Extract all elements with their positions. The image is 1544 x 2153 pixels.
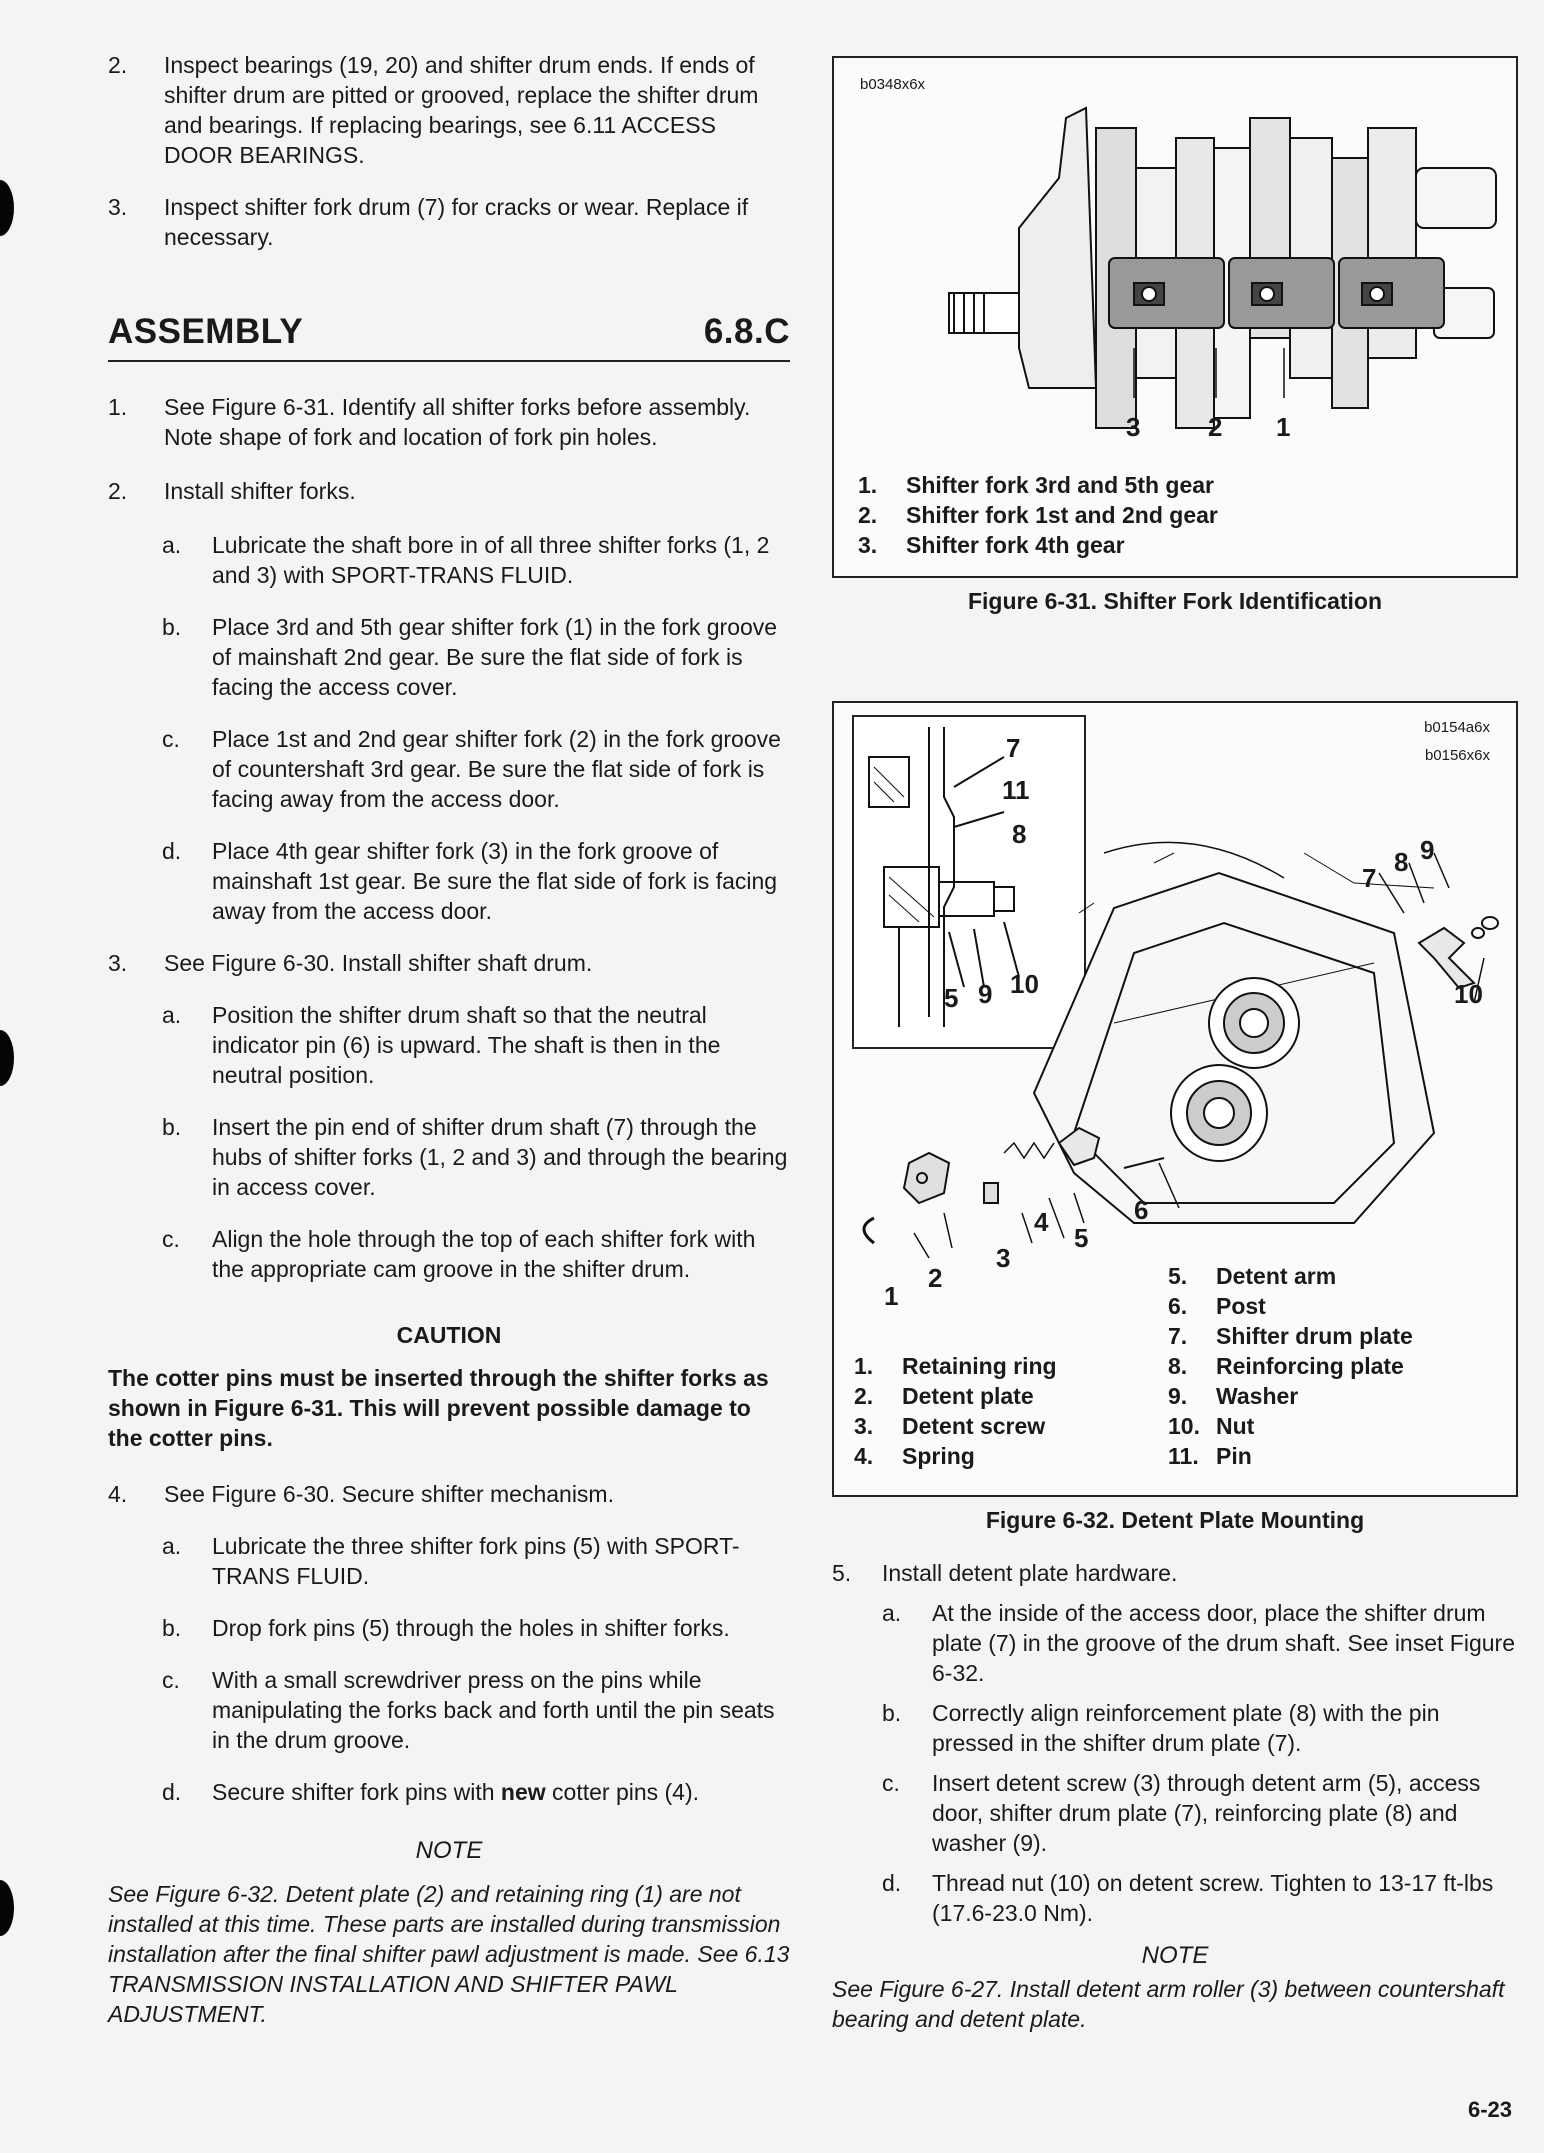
substep-text: Insert the pin end of shifter drum shaft (7) through the hubs of shifter forks (1, 2 and 3) and through the bearing in access cover. bbox=[212, 1114, 788, 1200]
substep-letter: a. bbox=[162, 1533, 182, 1559]
legend-item: 1. Shifter fork 3rd and 5th gear bbox=[858, 472, 1215, 498]
detent-step-5c bbox=[832, 1768, 1518, 1858]
legend-item: 4. Spring bbox=[854, 1443, 975, 1469]
legend-item: 6. Post bbox=[1168, 1293, 1266, 1319]
callout-7: 7 bbox=[1362, 863, 1377, 893]
right-column bbox=[832, 56, 1518, 2034]
assembly-step-1 bbox=[108, 392, 790, 452]
assembly-step-4c bbox=[108, 1665, 790, 1755]
substep-text: Lubricate the three shifter fork pins (5) with SPORT-TRANS FLUID. bbox=[212, 1533, 740, 1589]
assembly-step-3b bbox=[108, 1112, 790, 1202]
assembly-step-4a bbox=[108, 1531, 790, 1591]
inset-callout-9: 9 bbox=[978, 979, 993, 1009]
substep-text: Place 4th gear shifter fork (3) in the fork groove of mainshaft 1st gear. Be sure the flat side of fork is facing away from the access door. bbox=[212, 838, 778, 924]
substep-text: Insert detent screw (3) through detent arm (5), access door, shifter drum plate (7), reinforcing plate (8) and washer (9). bbox=[932, 1770, 1481, 1856]
left-column bbox=[108, 50, 790, 2029]
assembly-step-4b bbox=[108, 1613, 790, 1643]
assembly-step-4 bbox=[108, 1479, 790, 1509]
figure-6-31 bbox=[832, 56, 1518, 578]
step-number: 4. bbox=[108, 1481, 128, 1507]
substep-text: At the inside of the access door, place the shifter drum plate (7) in the groove of the drum shaft. See inset Figure 6-32. bbox=[932, 1600, 1515, 1686]
inset-callout-11: 11 bbox=[1002, 775, 1030, 805]
assembly-step-3 bbox=[108, 948, 790, 978]
substep-text: Lubricate the shaft bore in of all three shifter forks (1, 2 and 3) with SPORT-TRANS FLUID. bbox=[212, 532, 770, 588]
substep-letter: a. bbox=[882, 1600, 902, 1626]
inspection-step-2 bbox=[108, 50, 790, 170]
note-text: See Figure 6-32. Detent plate (2) and retaining ring (1) are not installed at this time. These parts are installed during transmission installation after the final shifter pawl adjustment is made. See 6.13 TRANSMISSION INSTALLATION AND SHIFTER PAWL ADJUSTMENT. bbox=[108, 1881, 790, 2027]
legend-item: 1. Retaining ring bbox=[854, 1353, 1057, 1379]
caution-title: CAUTION bbox=[396, 1322, 502, 1348]
figure-code: b0156x6x bbox=[1424, 747, 1490, 764]
detent-step-5b bbox=[832, 1698, 1518, 1758]
punch-hole bbox=[0, 180, 14, 236]
section-title: ASSEMBLY bbox=[108, 312, 304, 351]
substep-letter: d. bbox=[162, 1779, 182, 1805]
substep-text: With a small screwdriver press on the pins while manipulating the forks back and forth until the pin seats in the drum groove. bbox=[212, 1667, 775, 1753]
detent-plate-exploded-view bbox=[834, 703, 1516, 1263]
legend-item: 7. Shifter drum plate bbox=[1168, 1323, 1413, 1349]
substep-letter: d. bbox=[162, 838, 182, 864]
step-number: 2. bbox=[108, 52, 128, 78]
inset-callout-7: 7 bbox=[1006, 733, 1021, 763]
substep-text: Correctly align reinforcement plate (8) with the pin pressed in the shifter drum plate (7). bbox=[932, 1700, 1440, 1756]
callout-9: 9 bbox=[1420, 835, 1435, 865]
substep-letter: b. bbox=[162, 614, 182, 640]
substep-letter: b. bbox=[162, 1615, 182, 1641]
page-number: 6-23 bbox=[1467, 2097, 1512, 2122]
legend-item: 3. Shifter fork 4th gear bbox=[858, 532, 1125, 558]
callout-4: 4 bbox=[1034, 1207, 1049, 1237]
step-number: 1. bbox=[108, 394, 128, 420]
callout-5: 5 bbox=[1074, 1223, 1089, 1253]
figure-code: b0154a6x bbox=[1424, 719, 1490, 736]
callout-2: 2 bbox=[1208, 412, 1223, 442]
substep-text: Place 3rd and 5th gear shifter fork (1) in the fork groove of mainshaft 2nd gear. Be sure the flat side of fork is facing the access cover. bbox=[212, 614, 778, 700]
step-text: Inspect bearings (19, 20) and shifter drum ends. If ends of shifter drum are pitted or grooved, replace the shifter drum and bearings. If replacing bearings, see 6.11 ACCESS DOOR BEARINGS. bbox=[164, 52, 759, 168]
figure-6-32 bbox=[832, 701, 1518, 1497]
figure-6-32-caption: Figure 6-32. Detent Plate Mounting bbox=[985, 1507, 1365, 1533]
note-title: NOTE bbox=[1141, 1942, 1209, 1969]
punch-hole bbox=[0, 1880, 14, 1936]
substep-letter: c. bbox=[162, 1667, 180, 1693]
step-text: Inspect shifter fork drum (7) for cracks or wear. Replace if necessary. bbox=[164, 194, 749, 250]
substep-letter: d. bbox=[882, 1870, 902, 1896]
inset-callout-8: 8 bbox=[1012, 819, 1027, 849]
step-text: See Figure 6-30. Secure shifter mechanism. bbox=[164, 1481, 614, 1507]
legend-item: 2. Shifter fork 1st and 2nd gear bbox=[858, 502, 1218, 528]
substep-text: Place 1st and 2nd gear shifter fork (2) in the fork groove of countershaft 3rd gear. Be sure the flat side of fork is facing away from the access door. bbox=[212, 726, 781, 812]
figure-6-31-caption: Figure 6-31. Shifter Fork Identification bbox=[967, 588, 1383, 614]
detent-step-5a bbox=[832, 1598, 1518, 1688]
callout-10: 10 bbox=[1454, 979, 1483, 1009]
transmission-gear-illustration bbox=[834, 58, 1516, 478]
inset-callout-10: 10 bbox=[1010, 969, 1039, 999]
substep-letter: c. bbox=[882, 1770, 900, 1796]
substep-letter: b. bbox=[882, 1700, 902, 1726]
assembly-step-4d bbox=[108, 1777, 790, 1807]
step-text: See Figure 6-31. Identify all shifter forks before assembly. Note shape of fork and location of fork pin holes. bbox=[164, 394, 751, 450]
step-text: Install shifter forks. bbox=[164, 478, 356, 504]
legend-item: 3. Detent screw bbox=[854, 1413, 1046, 1439]
substep-letter: c. bbox=[162, 1226, 180, 1252]
callout-6: 6 bbox=[1134, 1195, 1149, 1225]
substep-letter: a. bbox=[162, 1002, 182, 1028]
callout-1: 1 bbox=[884, 1281, 899, 1311]
substep-letter: c. bbox=[162, 726, 180, 752]
punch-hole bbox=[0, 1030, 14, 1086]
note-text: See Figure 6-27. Install detent arm roller (3) between countershaft bearing and detent plate. bbox=[832, 1976, 1505, 2032]
substep-text-end: cotter pins (4). bbox=[545, 1779, 700, 1805]
legend-item: 2. Detent plate bbox=[854, 1383, 1034, 1409]
callout-3: 3 bbox=[996, 1243, 1011, 1273]
legend-item: 11. Pin bbox=[1168, 1443, 1252, 1469]
substep-text-start: Secure shifter fork pins with bbox=[212, 1779, 501, 1805]
callout-1: 1 bbox=[1276, 412, 1291, 442]
substep-text: Drop fork pins (5) through the holes in shifter forks. bbox=[212, 1615, 730, 1641]
substep-letter: a. bbox=[162, 532, 182, 558]
step-number: 2. bbox=[108, 478, 128, 504]
substep-text: Position the shifter drum shaft so that the neutral indicator pin (6) is upward. The shaft is then in the neutral position. bbox=[212, 1002, 721, 1088]
assembly-step-3c bbox=[108, 1224, 790, 1284]
assembly-step-3a bbox=[108, 1000, 790, 1090]
assembly-step-2c bbox=[108, 724, 790, 814]
callout-2: 2 bbox=[928, 1263, 943, 1293]
callout-3: 3 bbox=[1126, 412, 1141, 442]
legend-item: 9. Washer bbox=[1168, 1383, 1299, 1409]
assembly-heading bbox=[108, 312, 790, 362]
legend-item: 8. Reinforcing plate bbox=[1168, 1353, 1404, 1379]
substep-text: Thread nut (10) on detent screw. Tighten to 13-17 ft-lbs (17.6-23.0 Nm). bbox=[932, 1870, 1494, 1926]
figure-code: b0348x6x bbox=[860, 76, 926, 93]
inspection-step-3 bbox=[108, 192, 790, 252]
substep-letter: b. bbox=[162, 1114, 182, 1140]
step-number: 5. bbox=[832, 1560, 852, 1586]
callout-8: 8 bbox=[1394, 847, 1409, 877]
legend-item: 5. Detent arm bbox=[1168, 1263, 1337, 1289]
step-text: See Figure 6-30. Install shifter shaft drum. bbox=[164, 950, 593, 976]
assembly-step-2a bbox=[108, 530, 790, 590]
step-number: 3. bbox=[108, 194, 128, 220]
inset-callout-5: 5 bbox=[944, 983, 959, 1013]
legend-item: 10. Nut bbox=[1168, 1413, 1255, 1439]
step-number: 3. bbox=[108, 950, 128, 976]
assembly-step-2d bbox=[108, 836, 790, 926]
detent-step-5 bbox=[832, 1558, 1518, 1588]
note-title: NOTE bbox=[415, 1837, 483, 1864]
step-text: Install detent plate hardware. bbox=[882, 1560, 1178, 1586]
assembly-step-2 bbox=[108, 476, 790, 506]
assembly-step-2b bbox=[108, 612, 790, 702]
substep-text-emphasis: new bbox=[500, 1779, 546, 1805]
substep-text: Align the hole through the top of each shifter fork with the appropriate cam groove in the shifter drum. bbox=[212, 1226, 756, 1282]
caution-text: The cotter pins must be inserted through the shifter forks as shown in Figure 6-31. This will prevent possible damage to the cotter pins. bbox=[108, 1365, 769, 1451]
detent-step-5d bbox=[832, 1868, 1518, 1928]
section-number: 6.8.C bbox=[703, 312, 790, 351]
